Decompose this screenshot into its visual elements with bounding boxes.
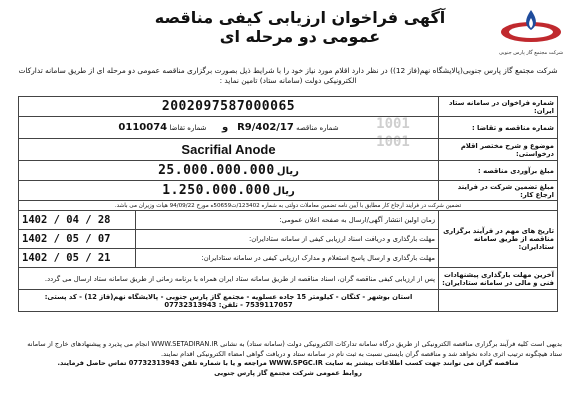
guarantee-unit: ریال — [272, 186, 295, 197]
gas-flame-logo-icon — [494, 6, 568, 46]
deadline-label: آخرین مهلت بارگذاری پیشنهادات فنی و مالی در سامانه ستادایران: — [439, 268, 558, 290]
request-prefix: شماره تقاضا — [169, 124, 207, 132]
table-row — [19, 117, 558, 139]
table-row — [19, 201, 558, 211]
call-number: 2002097587000065 — [161, 99, 296, 114]
estimate-value: 25.000.000.000 — [158, 163, 275, 178]
logo-caption: شرکت مجتمع گاز پارس جنوبی — [498, 50, 564, 56]
svg-text:1001: 1001 — [376, 116, 410, 132]
table-row — [19, 290, 558, 312]
request-number: 0110074 — [118, 122, 168, 133]
footer-line-1: بدیهی است کلیه فرآیند برگزاری مناقصه الکترونیکی از طریق درگاه سامانه تدارکات الکترونیکی دولت (سامانه ستاد) به نشانی WWW.SETADIRAN.IR انجام می پذیرد و پیشنهادهای خارج از سامانه ستاد هیچگونه ترتیب اثری داده نخواهد شد و مناقصه گران بایستی نسبت به ثبت نام در سامانه ستاد و دریافت گواهی امضاء الکترونیکی اقدام نمایند. — [27, 340, 562, 358]
guarantee-note: تضمین شرکت در فرایند ارجاع کار مطابق با آیین نامه تضمین معاملات دولتی به شماره 123402/ت50659ه مورخ 94/09/22 هیات وزیران می باشد. — [19, 201, 558, 211]
address-label — [439, 290, 558, 312]
table-row — [19, 268, 558, 290]
company-logo — [494, 6, 568, 54]
date1-label: زمان اولین انتشار آگهی/ارسال به صفحه اعلان عمومی: — [136, 211, 439, 230]
intro-paragraph: شرکت مجتمع گاز پارس جنوبی(پالایشگاه نهم(فاز 12)) در نظر دارد اقلام مورد نیاز خود را با شرایط ذیل بصورت برگزاری مناقصه عمومی دو مرحله ای از طریق سامانه تدارکات الکترونیکی دولت (سامانه ستاد) تامین نماید : — [18, 66, 558, 85]
tender-prefix: شماره مناقصه — [296, 124, 339, 132]
date3-label: مهلت بارگذاری و ارسال پاسخ استعلام و مدارک ارزیابی کیفی در سامانه ستادایران: — [136, 249, 439, 268]
header — [0, 0, 576, 56]
table-row — [19, 139, 558, 161]
call-number-label: شماره فراخوان در سامانه ستاد ایران: — [439, 97, 558, 117]
tender-label: شماره مناقصه و تقاضا : — [439, 117, 558, 139]
estimate-unit: ریال — [276, 166, 299, 177]
address-value: استان بوشهر - کنگان - کیلومتر 15 جاده عسلویه - مجتمع گاز پارس جنوبی - پالایشگاه نهم(فاز 12) - کد پستی: 7539117057 - تلفن: 07732313943 — [19, 290, 439, 312]
footer — [14, 340, 562, 378]
svg-text:1001: 1001 — [376, 134, 410, 150]
guarantee-label: مبلغ تضمین شرکت در فرایند ارجاع کار: — [439, 181, 558, 201]
tender-number: R9/402/17 — [237, 122, 294, 133]
dates-label: تاریخ های مهم در فرآیند برگزاری مناقصه از طریق سامانه ستادایران: — [439, 211, 558, 268]
tender-and: و — [221, 122, 229, 133]
tender-details-table — [18, 96, 558, 312]
table-row — [19, 97, 558, 117]
table-row — [19, 161, 558, 181]
date3-value: 1402 / 05 / 21 — [22, 252, 111, 264]
table-row — [19, 211, 558, 230]
footer-line-3: روابط عمومی شرکت مجتمع گاز پارس جنوبی — [214, 368, 362, 377]
table-row — [19, 181, 558, 201]
date2-value: 1402 / 05 / 07 — [22, 233, 111, 245]
guarantee-value: 1.250.000.000 — [162, 183, 271, 198]
date1-value: 1402 / 04 / 28 — [22, 214, 111, 226]
notice-title: آگهی فراخوان ارزیابی کیفی مناقصه عمومی دو مرحله ای — [154, 8, 446, 46]
date2-label: مهلت بارگذاری و دریافت اسناد ارزیابی کیفی از سامانه ستادایران: — [136, 230, 439, 249]
deadline-text: پس از ارزیابی کیفی مناقصه گران، اسناد مناقصه از طریق سامانه ستاد ایران همراه با برنامه زمانی از طریق سامانه ستاد ارسال می گردد. — [19, 268, 439, 290]
subject-label: موضوع و شرح مختصر اقلام درخواستی: — [439, 139, 558, 161]
footer-line-2: مناقصه گران می توانند جهت کسب اطلاعات بیشتر به سایت WWW.SPGC.IR مراجعه و یا با شماره تلفن 07732313943 تماس حاصل فرمایند. — [57, 359, 519, 367]
estimate-label: مبلغ برآوردی مناقصه : — [439, 161, 558, 181]
subject-value: Sacrifial Anode — [181, 142, 276, 157]
